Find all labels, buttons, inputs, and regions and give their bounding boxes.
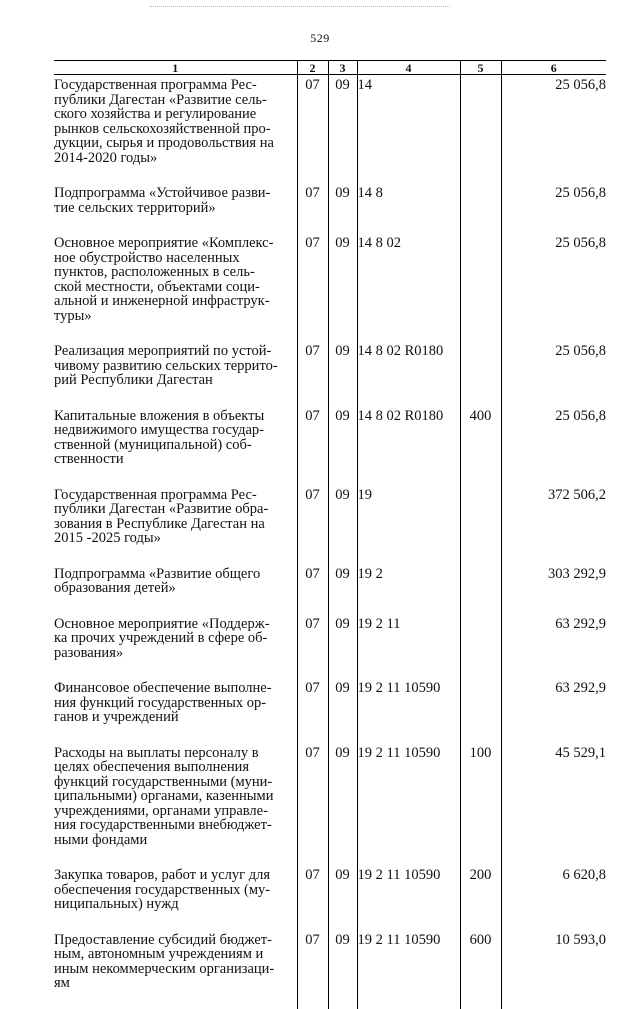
item-name: Расходы на выплаты персоналу в целях обеспечения выполнения функций государственными (муни- ципальными) органами, казенными учреждениями, органами управле- ния государственными внебюджет- ными фондами bbox=[54, 743, 297, 866]
section-code: 07 bbox=[297, 614, 328, 679]
amount: 372 506,2 bbox=[501, 485, 606, 564]
table-row bbox=[54, 865, 606, 930]
table-row bbox=[54, 930, 606, 1009]
target-article-code: 19 2 11 10590 bbox=[357, 678, 460, 743]
expense-type-code bbox=[460, 183, 501, 233]
expense-type-code: 600 bbox=[460, 930, 501, 1009]
column-header: 6 bbox=[501, 61, 606, 75]
amount: 45 529,1 bbox=[501, 743, 606, 866]
target-article-code: 14 8 02 R0180 bbox=[357, 341, 460, 406]
item-name: Основное мероприятие «Поддерж- ка прочих учреждений в сфере об- разования» bbox=[54, 614, 297, 679]
table-row bbox=[54, 743, 606, 866]
item-name: Основное мероприятие «Комплекс- ное обустройство населенных пунктов, расположенных в сель- ской местности, объектами соци- альной и инженерной инфраструк- туры» bbox=[54, 233, 297, 341]
column-header: 4 bbox=[357, 61, 460, 75]
expense-type-code: 100 bbox=[460, 743, 501, 866]
table-body bbox=[54, 75, 606, 1009]
amount: 63 292,9 bbox=[501, 614, 606, 679]
subsection-code: 09 bbox=[328, 406, 357, 485]
item-name: Подпрограмма «Развитие общего образования детей» bbox=[54, 564, 297, 614]
expense-type-code bbox=[460, 233, 501, 341]
column-header: 5 bbox=[460, 61, 501, 75]
column-header: 1 bbox=[54, 61, 297, 75]
table-row bbox=[54, 183, 606, 233]
target-article-code: 19 2 11 10590 bbox=[357, 865, 460, 930]
item-name: Капитальные вложения в объекты недвижимого имущества государ- ственной (муниципальной) соб- ственности bbox=[54, 406, 297, 485]
scan-edge-mark bbox=[150, 6, 450, 7]
header-row bbox=[54, 61, 606, 75]
section-code: 07 bbox=[297, 75, 328, 184]
target-article-code: 19 2 11 10590 bbox=[357, 930, 460, 1009]
section-code: 07 bbox=[297, 564, 328, 614]
amount: 25 056,8 bbox=[501, 75, 606, 184]
amount: 63 292,9 bbox=[501, 678, 606, 743]
target-article-code: 19 bbox=[357, 485, 460, 564]
amount: 303 292,9 bbox=[501, 564, 606, 614]
target-article-code: 14 8 bbox=[357, 183, 460, 233]
table-row bbox=[54, 485, 606, 564]
item-name: Финансовое обеспечение выполне- ния функций государственных ор- ганов и учреждений bbox=[54, 678, 297, 743]
item-name: Государственная программа Рес- публики Дагестан «Развитие сель- ского хозяйства и регулирование рынков сельскохозяйственной про- дукции, сырья и продовольствия на 2014-2020 годы» bbox=[54, 75, 297, 184]
subsection-code: 09 bbox=[328, 678, 357, 743]
amount: 25 056,8 bbox=[501, 341, 606, 406]
subsection-code: 09 bbox=[328, 233, 357, 341]
item-name: Реализация мероприятий по устой- чивому развитию сельских террито- рий Республики Дагестан bbox=[54, 341, 297, 406]
expense-type-code bbox=[460, 485, 501, 564]
column-header: 3 bbox=[328, 61, 357, 75]
budget-table bbox=[54, 60, 606, 1009]
target-article-code: 19 2 11 bbox=[357, 614, 460, 679]
subsection-code: 09 bbox=[328, 930, 357, 1009]
expense-type-code bbox=[460, 341, 501, 406]
section-code: 07 bbox=[297, 406, 328, 485]
target-article-code: 14 8 02 bbox=[357, 233, 460, 341]
subsection-code: 09 bbox=[328, 865, 357, 930]
target-article-code: 14 8 02 R0180 bbox=[357, 406, 460, 485]
subsection-code: 09 bbox=[328, 485, 357, 564]
section-code: 07 bbox=[297, 743, 328, 866]
subsection-code: 09 bbox=[328, 614, 357, 679]
item-name: Предоставление субсидий бюджет- ным, автономным учреждениям и иным некоммерческим организаци- ям bbox=[54, 930, 297, 1009]
expense-type-code: 200 bbox=[460, 865, 501, 930]
subsection-code: 09 bbox=[328, 564, 357, 614]
item-name: Государственная программа Рес- публики Дагестан «Развитие обра- зования в Республике Дагестан на 2015 -2025 годы» bbox=[54, 485, 297, 564]
amount: 25 056,8 bbox=[501, 406, 606, 485]
section-code: 07 bbox=[297, 865, 328, 930]
section-code: 07 bbox=[297, 233, 328, 341]
amount: 25 056,8 bbox=[501, 183, 606, 233]
column-header: 2 bbox=[297, 61, 328, 75]
subsection-code: 09 bbox=[328, 183, 357, 233]
expense-type-code bbox=[460, 678, 501, 743]
item-name: Закупка товаров, работ и услуг для обеспечения государственных (му- ниципальных) нужд bbox=[54, 865, 297, 930]
section-code: 07 bbox=[297, 678, 328, 743]
table-row bbox=[54, 341, 606, 406]
table-row bbox=[54, 614, 606, 679]
expense-type-code bbox=[460, 614, 501, 679]
expense-type-code bbox=[460, 564, 501, 614]
table-row bbox=[54, 564, 606, 614]
section-code: 07 bbox=[297, 183, 328, 233]
table-row bbox=[54, 678, 606, 743]
table-row bbox=[54, 75, 606, 184]
expense-type-code: 400 bbox=[460, 406, 501, 485]
section-code: 07 bbox=[297, 341, 328, 406]
target-article-code: 19 2 bbox=[357, 564, 460, 614]
page-number: 529 bbox=[310, 31, 330, 45]
table-row bbox=[54, 406, 606, 485]
target-article-code: 14 bbox=[357, 75, 460, 184]
target-article-code: 19 2 11 10590 bbox=[357, 743, 460, 866]
subsection-code: 09 bbox=[328, 341, 357, 406]
item-name: Подпрограмма «Устойчивое разви- тие сельских территорий» bbox=[54, 183, 297, 233]
subsection-code: 09 bbox=[328, 743, 357, 866]
section-code: 07 bbox=[297, 485, 328, 564]
amount: 25 056,8 bbox=[501, 233, 606, 341]
amount: 6 620,8 bbox=[501, 865, 606, 930]
table-row bbox=[54, 233, 606, 341]
subsection-code: 09 bbox=[328, 75, 357, 184]
expense-type-code bbox=[460, 75, 501, 184]
section-code: 07 bbox=[297, 930, 328, 1009]
amount: 10 593,0 bbox=[501, 930, 606, 1009]
